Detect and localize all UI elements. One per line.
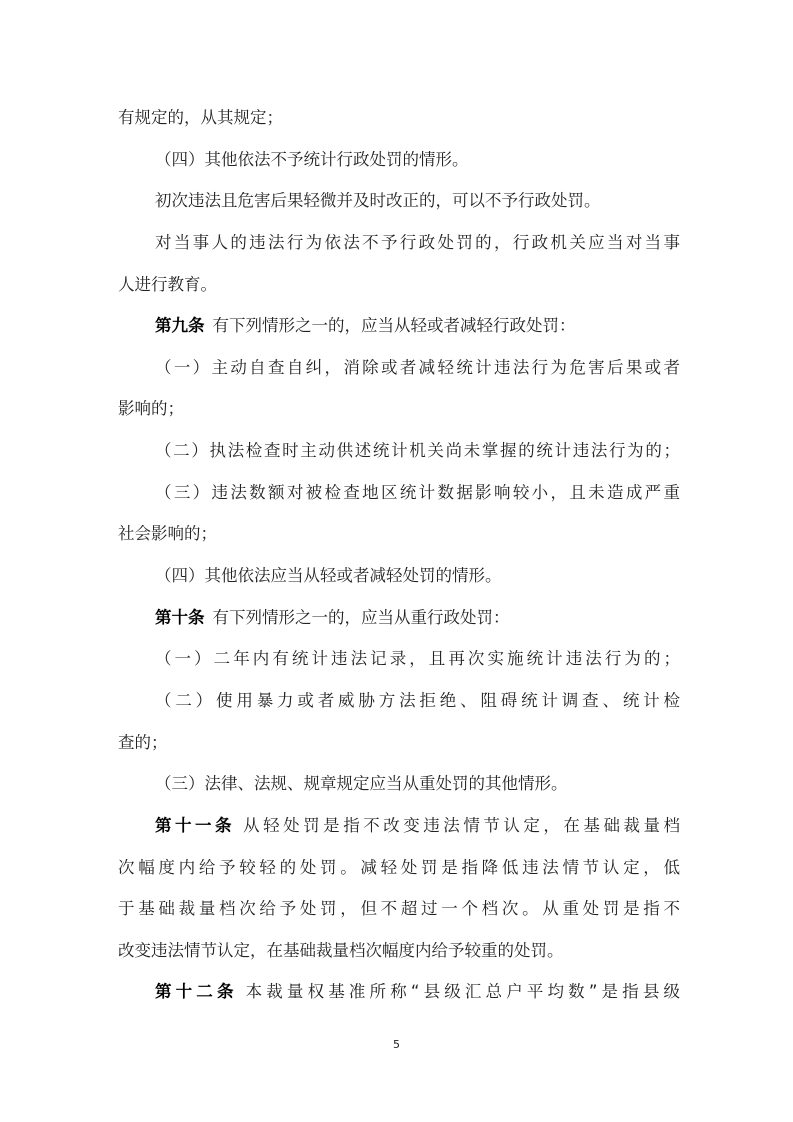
text-line: 改变违法情节认定，在基础裁量档次幅度内给予较重的处罚。 [118,940,564,960]
text-line: 初次违法且危害后果轻微并及时改正的，可以不予行政处罚。 [155,191,601,211]
article-12-line [118,971,680,1013]
article-text: 有下列情形之一的，应当从重行政处罚： [212,607,510,627]
article-heading: 第十条 [155,607,205,627]
article-11-line [118,805,680,847]
text-line: （二）使用暴力或者威胁方法拒绝、阻碍统计调查、统计检 [155,690,680,710]
article-9-line [118,305,680,347]
article-heading: 第十二条 [155,982,238,1002]
text-line: 人进行教育。 [118,274,217,294]
document-body [118,97,680,1013]
text-line: （四）其他依法应当从轻或者减轻处罚的情形。 [155,566,502,586]
text-line: （三）法律、法规、规章规定应当从重处罚的其他情形。 [155,774,568,794]
article-text: 本裁量权基准所称“县级汇总户平均数”是指县级 [245,982,680,1002]
text-line: 有规定的，从其规定； [118,108,283,127]
article-text: 有下列情形之一的，应当从轻或者减轻行政处罚： [212,316,576,336]
text-line: 影响的； [118,399,184,419]
text-line: 对当事人的违法行为依法不予行政处罚的，行政机关应当对当事 [155,232,680,252]
text-line: （一）主动自查自纠，消除或者减轻统计违法行为危害后果或者 [155,357,680,377]
text-line: 查的； [118,732,168,752]
text-line: 于基础裁量档次给予处罚，但不超过一个档次。从重处罚是指不 [118,899,680,919]
article-heading: 第十一条 [155,815,236,835]
text-line: （四）其他依法不予统计行政处罚的情形。 [155,149,469,169]
text-line: （二）执法检查时主动供述统计机关尚未掌握的统计违法行为的； [155,441,680,461]
text-line: 社会影响的； [118,524,217,544]
text-line: （三）违法数额对被检查地区统计数据影响较小，且未造成严重 [155,482,680,502]
article-text: 从轻处罚是指不改变违法情节认定，在基础裁量档 [243,815,681,835]
page-number: 5 [393,1038,400,1051]
text-line: 次幅度内给予较轻的处罚。减轻处罚是指降低违法情节认定，低 [118,857,680,877]
text-line: （一）二年内有统计违法记录，且再次实施统计违法行为的； [155,649,680,669]
article-10-line [118,597,680,639]
article-heading: 第九条 [155,316,205,336]
